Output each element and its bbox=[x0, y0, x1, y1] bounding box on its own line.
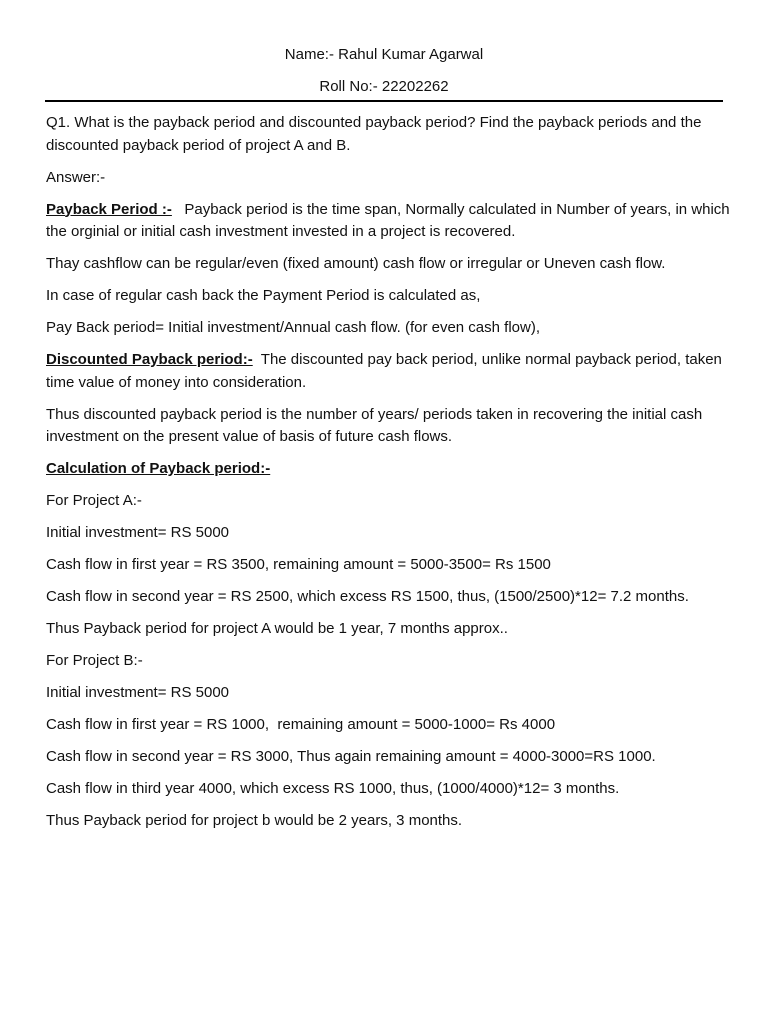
discounted-thus-text: Thus discounted payback period is the number of years/ periods taken in recovering the initial cash investment on the present value of basis of future cash flows. bbox=[46, 405, 707, 445]
project-b-year1: Cash flow in first year = RS 1000, remaining amount = 5000-1000= Rs 4000 bbox=[46, 716, 556, 733]
document-body bbox=[46, 112, 743, 842]
project-a-result: Thus Payback period for project A would be 1 year, 7 months approx.. bbox=[46, 620, 508, 637]
answer-label: Answer:- bbox=[46, 168, 106, 186]
project-b-initial: Initial investment= RS 5000 bbox=[46, 684, 230, 701]
project-b-result: Thus Payback period for project b would be 2 years, 3 months. bbox=[46, 812, 463, 829]
discounted-definition: The discounted pay back period, unlike normal payback period, taken time value of money into consideration. bbox=[46, 351, 727, 391]
project-a-title: For Project A:- bbox=[46, 492, 142, 509]
payback-heading: Payback Period :- bbox=[46, 200, 172, 218]
project-a-initial: Initial investment= RS 5000 bbox=[46, 524, 230, 541]
header-divider bbox=[45, 100, 723, 102]
discounted-heading: Discounted Payback period:- bbox=[46, 351, 253, 368]
cashflow-types-text: Thay cashflow can be regular/even (fixed amount) cash flow or irregular or Uneven cash flow. bbox=[46, 255, 666, 272]
project-b-title: For Project B:- bbox=[46, 652, 143, 669]
project-b-year2: Cash flow in second year = RS 3000, Thus again remaining amount = 4000-3000=RS 1000. bbox=[46, 748, 656, 765]
regular-case-text: In case of regular cash back the Payment Period is calculated as, bbox=[46, 287, 481, 304]
calculation-heading-text: Calculation of Payback period:- bbox=[46, 460, 271, 477]
project-b-year3: Cash flow in third year 4000, which excess RS 1000, thus, (1000/4000)*12= 3 months. bbox=[46, 780, 620, 797]
question-text: Q1. What is the payback period and discounted payback period? Find the payback periods and the discounted payback period of project A and B. bbox=[46, 114, 706, 154]
payback-definition-paragraph bbox=[46, 199, 743, 244]
discounted-definition-paragraph bbox=[46, 349, 736, 394]
project-a-year1: Cash flow in first year = RS 3500, remaining amount = 5000-3500= Rs 1500 bbox=[46, 556, 551, 573]
roll-number: Roll No:- 22202262 bbox=[319, 78, 449, 95]
payback-definition: Payback period is the time span, Normally calculated in Number of years, in which the orginial or initial cash investment invested in a project is recovered. bbox=[46, 200, 743, 240]
project-a-year2: Cash flow in second year = RS 2500, which excess RS 1500, thus, (1500/2500)*12= 7.2 months. bbox=[46, 588, 689, 605]
payback-formula: Pay Back period= Initial investment/Annual cash flow. (for even cash flow), bbox=[46, 319, 540, 336]
calculation-heading bbox=[46, 458, 736, 481]
student-name: Name:- Rahul Kumar Agarwal bbox=[284, 46, 484, 63]
